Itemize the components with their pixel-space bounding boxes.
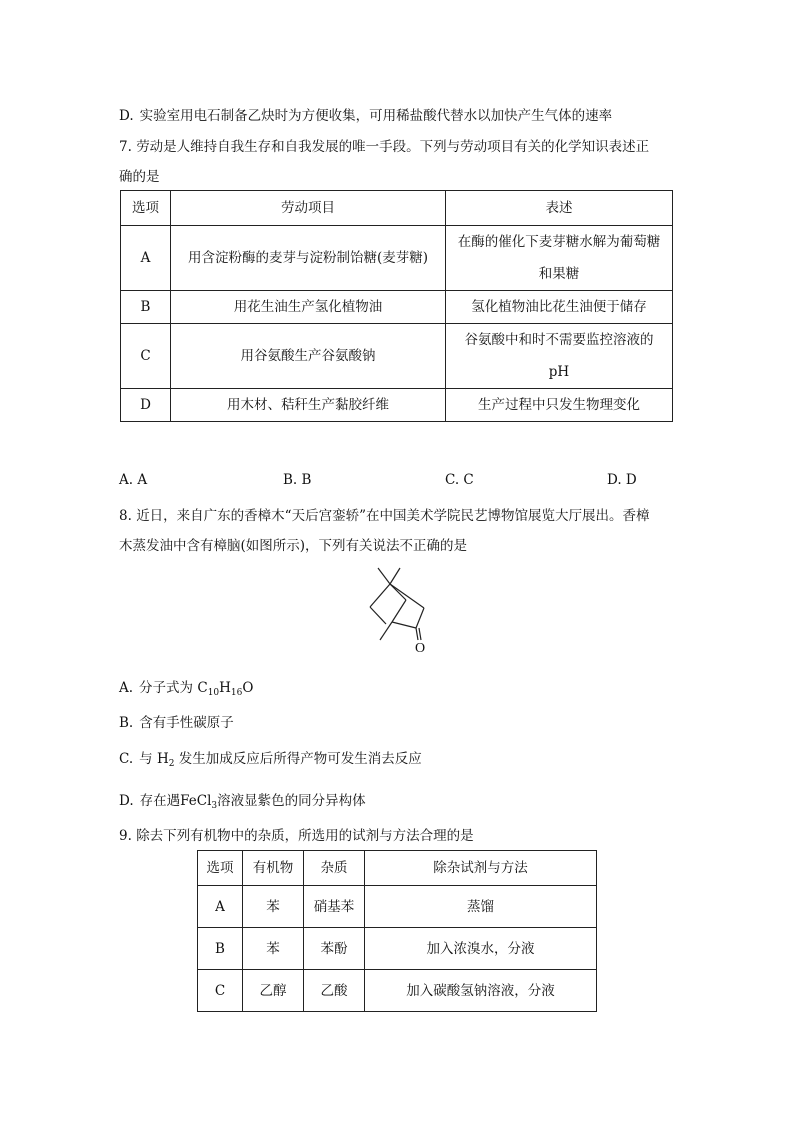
question-number: 8. [119,508,132,524]
table-header-row [121,191,673,226]
q8-option-c [119,747,422,769]
choice-a[interactable]: A. A [119,472,148,488]
formula-o: O [242,680,254,696]
option-prefix: 与 [139,751,153,767]
formula-h-sub: 2 [168,759,175,769]
q9-stem [119,824,474,844]
desc-line: 和果糖 [538,266,580,282]
option-suffix: 发生加成反应后所得产物可发生消去反应 [178,751,422,767]
option-text: 实验室用电石制备乙炔时为方便收集，可用稀盐酸代替水以加快产生气体的速率 [139,108,613,124]
cell-organic: 苯 [243,886,304,928]
choice-c[interactable]: C. C [445,472,474,488]
cell-option: A [121,226,171,291]
column-header: 选项 [198,851,243,886]
option-text: 含有手性碳原子 [139,715,234,731]
option-prefix: 存在遇 [139,793,181,809]
cell-organic: 苯 [243,928,304,970]
table-row [121,324,673,389]
oxygen-label: O [415,641,426,656]
column-header: 表述 [446,191,673,226]
camphor-structure [360,562,440,662]
cell-desc: 氢化植物油比花生油便于储存 [446,291,673,324]
formula-c-sub: 10 [207,688,220,698]
cell-item: 用花生油生产氢化植物油 [171,291,446,324]
column-header: 除杂试剂与方法 [365,851,597,886]
cell-organic: 乙醇 [243,970,304,1012]
table-header-row [198,851,597,886]
cell-impurity: 硝基苯 [304,886,365,928]
q8-option-b [119,711,234,731]
question-stem: 近日，来自广东的香樟木“天后宫銮轿”在中国美术学院民艺博物馆展览大厅展出。香樟 [136,508,650,524]
q9-table [197,850,597,1012]
table-row [121,226,673,291]
formula-fecl-sub: 3 [211,801,218,811]
cell-option: B [121,291,171,324]
q7-stem-line1 [119,135,649,155]
cell-option: A [198,886,243,928]
cell-option: C [121,324,171,389]
q6-option-d [119,104,612,124]
question-number: 9. [119,828,132,844]
option-label: B. [119,715,134,731]
q8-option-a [119,676,253,698]
table-row [121,389,673,422]
cell-impurity: 苯酚 [304,928,365,970]
column-header: 有机物 [243,851,304,886]
cell-item: 用木材、秸秆生产黏胶纤维 [171,389,446,422]
cell-desc [446,324,673,389]
column-header: 选项 [121,191,171,226]
formula-h: H [219,680,231,696]
cell-desc [446,226,673,291]
q8-stem-line1 [119,504,650,524]
camphor-bonds [370,568,424,640]
cell-impurity: 乙酸 [304,970,365,1012]
desc-line: 谷氨酸中和时不需要监控溶液的 [464,332,654,348]
formula-h-sub: 16 [230,688,243,698]
table-row [198,928,597,970]
cell-item: 用谷氨酸生产谷氨酸钠 [171,324,446,389]
desc-line: pH [548,364,570,380]
question-number: 7. [119,139,132,155]
question-stem: 除去下列有机物中的杂质，所选用的试剂与方法合理的是 [136,828,474,844]
column-header: 劳动项目 [171,191,446,226]
choice-b[interactable]: B. B [283,472,312,488]
option-prefix: 分子式为 [139,680,194,696]
option-label: C. [119,751,134,767]
cell-option: D [121,389,171,422]
q8-stem-line2: 木蒸发油中含有樟脑(如图所示)，下列有关说法不正确的是 [119,538,468,554]
formula-fecl: FeCl [180,793,212,809]
column-header: 杂质 [304,851,365,886]
desc-line: 在酶的催化下麦芽糖水解为葡萄糖 [457,234,661,250]
option-label: D. [119,108,134,124]
cell-method: 加入碳酸氢钠溶液，分液 [365,970,597,1012]
cell-option: C [198,970,243,1012]
option-label: A. [119,680,134,696]
option-label: D. [119,793,134,809]
cell-method: 加入浓溴水，分液 [365,928,597,970]
choice-d[interactable]: D. D [607,472,637,488]
formula-c: C [197,680,208,696]
question-stem: 劳动是人维持自我生存和自我发展的唯一手段。下列与劳动项目有关的化学知识表述正 [136,139,650,155]
q7-stem-line2: 确的是 [119,169,160,185]
cell-desc: 生产过程中只发生物理变化 [446,389,673,422]
table-row [121,291,673,324]
q7-table [120,190,673,422]
option-suffix: 溶液显紫色的同分异构体 [217,793,366,809]
formula-h: H [156,751,169,767]
table-row [198,886,597,928]
cell-method: 蒸馏 [365,886,597,928]
cell-item: 用含淀粉酶的麦芽与淀粉制饴糖(麦芽糖) [171,226,446,291]
cell-option: B [198,928,243,970]
table-row [198,970,597,1012]
q8-option-d [119,789,366,811]
